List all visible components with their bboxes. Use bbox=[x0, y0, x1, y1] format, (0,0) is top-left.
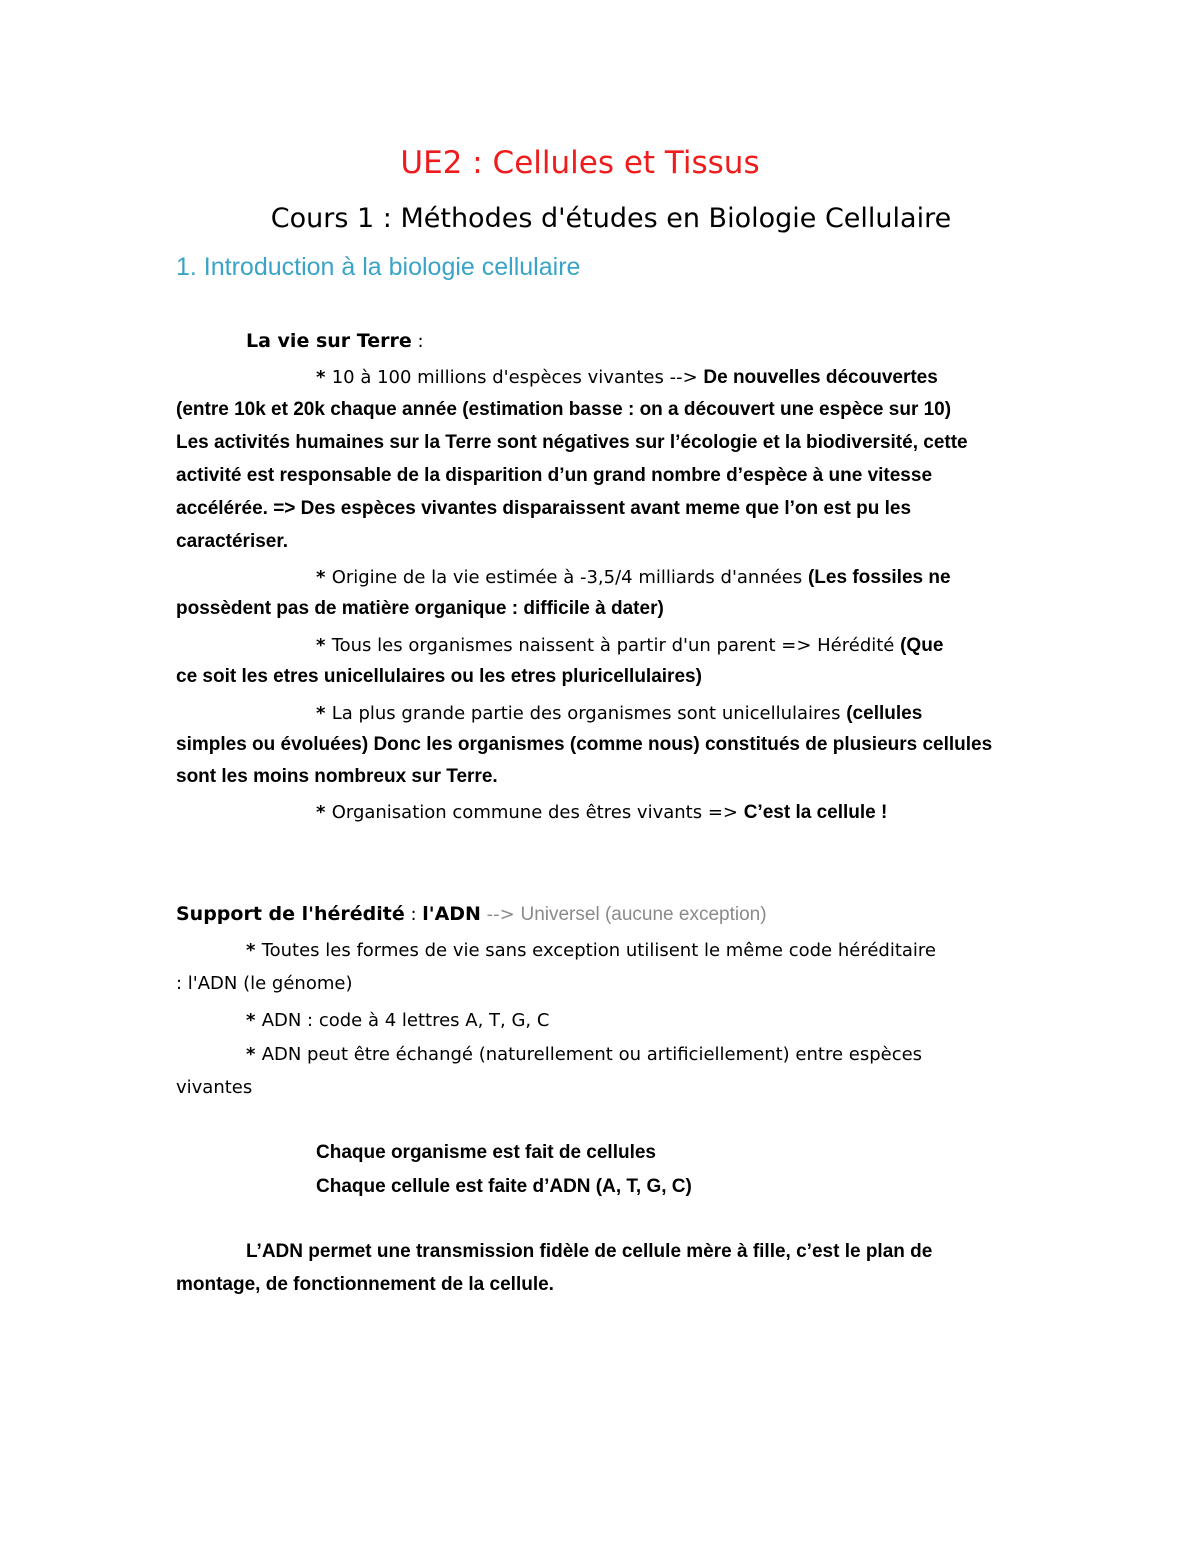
bullet-4-line-3: sont les moins nombreux sur Terre. bbox=[176, 766, 498, 787]
bullet-4-line-2: simples ou évoluées) Donc les organismes (comme nous) constitués de plusieurs cellules bbox=[176, 734, 993, 755]
bullet-2-bold: (Les fossiles ne bbox=[807, 567, 951, 588]
course-subtitle: Cours 1 : Méthodes d'études en Biologie Cellulaire bbox=[270, 203, 952, 234]
bullet-1-text: 10 à 100 millions d'espèces vivantes --> bbox=[331, 367, 704, 388]
section-heading-introduction: 1. Introduction à la biologie cellulaire bbox=[176, 253, 581, 281]
bullet-3-line-2: ce soit les etres unicellulaires ou les etres pluricellulaires) bbox=[176, 666, 702, 687]
bullet-5-line-1 bbox=[316, 800, 887, 825]
vie-heading: La vie sur Terre bbox=[246, 330, 412, 352]
support-point-1-text: Toutes les formes de vie sans exception utilisent le même code héréditaire bbox=[261, 940, 937, 961]
bullet-1-line-6: caractériser. bbox=[176, 531, 288, 552]
bullet-1-bold: De nouvelles découvertes bbox=[703, 367, 938, 388]
support-point-1-star: * bbox=[246, 940, 262, 961]
vie-heading-line bbox=[246, 329, 424, 354]
bullet-1-line-4: activité est responsable de la disparition d’un grand nombre d’espèce à une vitesse bbox=[176, 465, 933, 486]
support-point-3-line-1 bbox=[246, 1042, 922, 1067]
bullet-2-text: Origine de la vie estimée à -3,5/4 milliards d'années bbox=[331, 567, 808, 588]
support-arrow: --> bbox=[480, 904, 521, 925]
bullet-3-bold: (Que bbox=[900, 635, 944, 656]
bullet-2-star: * bbox=[316, 567, 332, 588]
vie-heading-colon: : bbox=[411, 331, 424, 352]
bullet-1-line-1 bbox=[316, 365, 938, 390]
support-point-1-line-1 bbox=[246, 938, 936, 963]
support-universel: Universel (aucune exception) bbox=[520, 904, 767, 925]
bullet-4-text: La plus grande partie des organismes sont unicellulaires bbox=[331, 703, 847, 724]
support-point-2-text: ADN : code à 4 lettres A, T, G, C bbox=[261, 1010, 550, 1031]
bullet-4-star: * bbox=[316, 703, 332, 724]
bullet-1-line-3: Les activités humaines sur la Terre sont négatives sur l’écologie et la biodiversité, cette bbox=[176, 432, 968, 453]
chaque-cellule-line: Chaque cellule est faite d’ADN (A, T, G, C) bbox=[316, 1176, 692, 1197]
document-title: UE2 : Cellules et Tissus bbox=[400, 145, 760, 181]
support-heading: Support de l'hérédité bbox=[176, 903, 405, 925]
bullet-3-star: * bbox=[316, 635, 332, 656]
bullet-1-star: * bbox=[316, 367, 332, 388]
bullet-3-line-1 bbox=[316, 633, 943, 658]
final-paragraph-line-2: montage, de fonctionnement de la cellule. bbox=[176, 1274, 554, 1295]
support-point-2-star: * bbox=[246, 1010, 262, 1031]
support-heading-line bbox=[176, 902, 767, 927]
support-heading-adn: l'ADN bbox=[422, 903, 481, 925]
support-point-3-line-2: vivantes bbox=[176, 1077, 253, 1098]
bullet-5-bold: C’est la cellule ! bbox=[743, 802, 888, 823]
support-point-2-line-1 bbox=[246, 1008, 549, 1033]
bullet-2-line-2: possèdent pas de matière organique : difficile à dater) bbox=[176, 598, 664, 619]
bullet-5-text: Organisation commune des êtres vivants => bbox=[331, 802, 744, 823]
support-point-1-line-2: : l'ADN (le génome) bbox=[176, 973, 353, 994]
bullet-4-line-1 bbox=[316, 701, 922, 726]
bullet-1-line-2: (entre 10k et 20k chaque année (estimation basse : on a découvert une espèce sur 10) bbox=[176, 399, 952, 420]
chaque-organisme-line: Chaque organisme est fait de cellules bbox=[316, 1142, 656, 1163]
bullet-5-star: * bbox=[316, 802, 332, 823]
bullet-4-bold: (cellules bbox=[846, 703, 923, 724]
bullet-2-line-1 bbox=[316, 565, 951, 590]
support-heading-mid: : bbox=[404, 904, 423, 925]
bullet-1-line-5: accélérée. => Des espèces vivantes disparaissent avant meme que l’on est pu les bbox=[176, 498, 912, 519]
support-point-3-text: ADN peut être échangé (naturellement ou artificiellement) entre espèces bbox=[261, 1044, 923, 1065]
bullet-3-text: Tous les organismes naissent à partir d'un parent => Hérédité bbox=[331, 635, 901, 656]
final-paragraph-line-1: L’ADN permet une transmission fidèle de cellule mère à fille, c’est le plan de bbox=[246, 1241, 933, 1262]
support-point-3-star: * bbox=[246, 1044, 262, 1065]
